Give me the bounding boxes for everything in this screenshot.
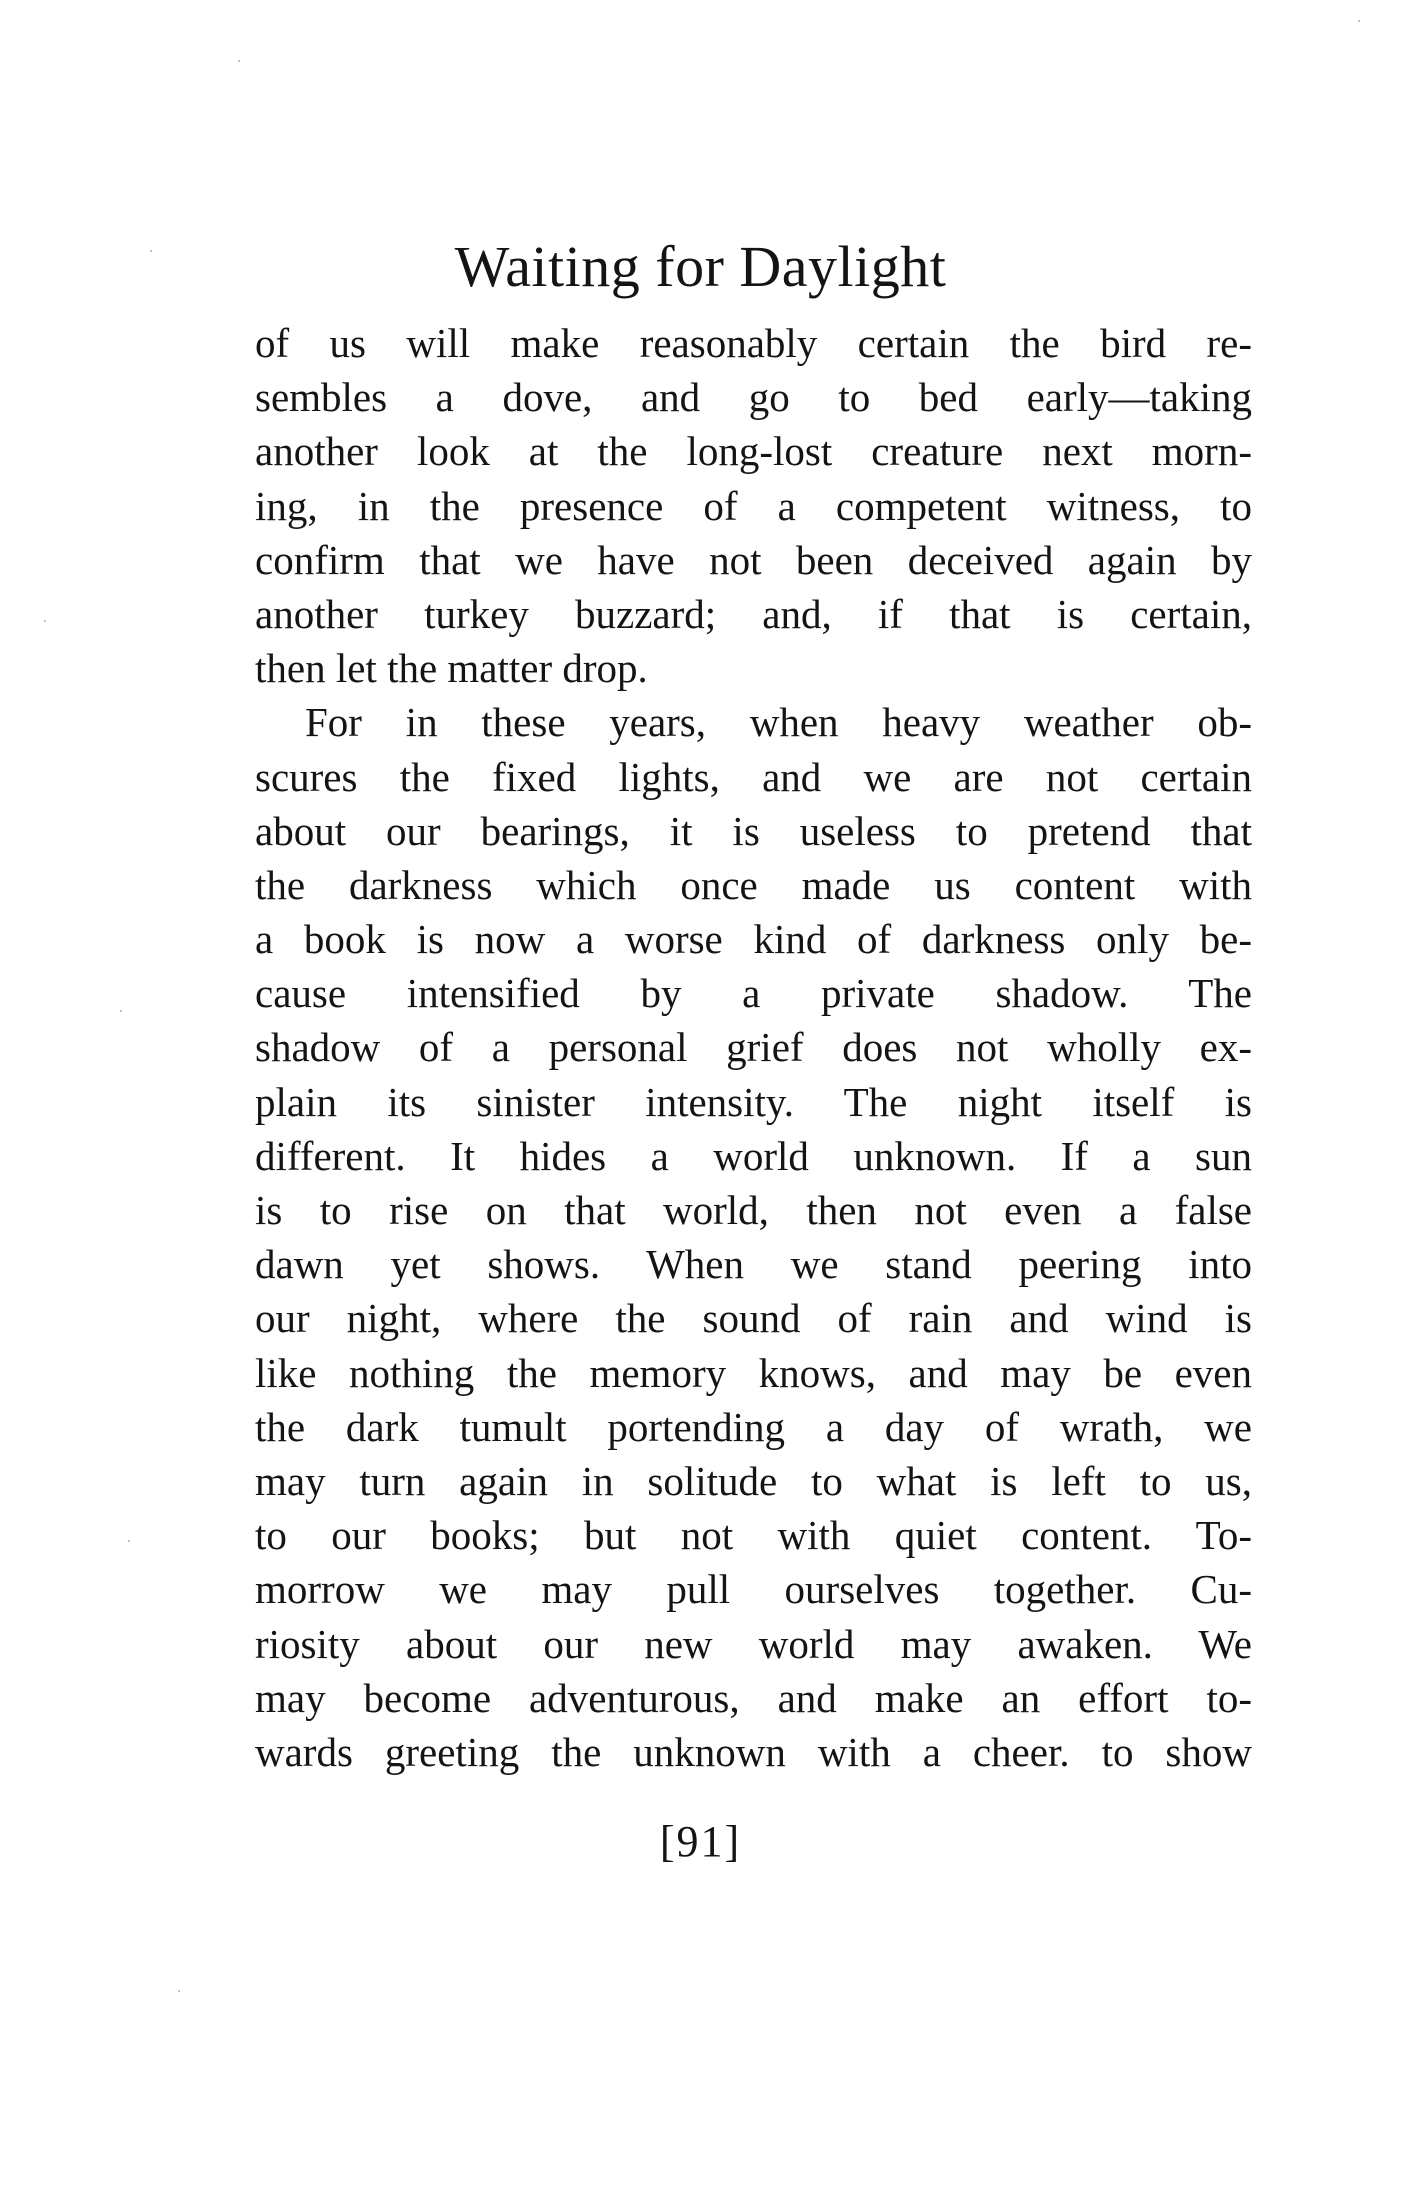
body-text — [255, 316, 1252, 1779]
text-line: the dark tumult portending a day of wrath, we — [255, 1403, 1252, 1450]
text-line: dawn yet shows. When we stand peering into — [255, 1241, 1252, 1288]
text-line: shadow of a personal grief does not wholly ex- — [255, 1024, 1252, 1071]
scan-speck — [238, 60, 240, 62]
paragraph — [255, 695, 1252, 1779]
text-line: may become adventurous, and make an effort to- — [255, 1674, 1252, 1721]
text-line: sembles a dove, and go to bed early—taking — [255, 374, 1252, 421]
text-line: our night, where the sound of rain and wind is — [255, 1295, 1252, 1342]
text-line: the darkness which once made us content with — [255, 861, 1252, 908]
text-line: wards greeting the unknown with a cheer. to show — [255, 1728, 1252, 1775]
text-line: is to rise on that world, then not even a false — [255, 1187, 1252, 1233]
text-line: then let the matter drop. — [255, 645, 648, 692]
scan-speck — [150, 250, 152, 252]
text-line: plain its sinister intensity. The night itself is — [255, 1078, 1252, 1125]
text-line: to our books; but not with quiet content. To- — [255, 1512, 1252, 1559]
text-line: of us will make reasonably certain the bird re- — [255, 320, 1252, 366]
scan-speck — [1358, 20, 1360, 22]
scan-speck — [44, 620, 46, 622]
text-line: another turkey buzzard; and, if that is certain, — [255, 590, 1252, 637]
text-line: ing, in the presence of a competent witness, to — [255, 482, 1252, 529]
text-line: a book is now a worse kind of darkness only be- — [255, 916, 1252, 963]
scan-speck — [178, 1990, 180, 1992]
text-line: confirm that we have not been deceived again by — [255, 536, 1252, 583]
text-line: about our bearings, it is useless to pretend that — [255, 807, 1252, 854]
text-line: morrow we may pull ourselves together. Cu- — [255, 1566, 1252, 1613]
text-line: For in these years, when heavy weather ob- — [305, 699, 1252, 746]
text-line: different. It hides a world unknown. If a sun — [255, 1132, 1252, 1179]
text-line: may turn again in solitude to what is left to us, — [255, 1457, 1252, 1504]
scan-speck — [128, 1540, 130, 1542]
scan-speck — [120, 1010, 122, 1012]
text-line: like nothing the memory knows, and may be even — [255, 1349, 1252, 1396]
text-line: riosity about our new world may awaken. We — [255, 1620, 1252, 1667]
text-line: cause intensified by a private shadow. The — [255, 970, 1252, 1017]
text-line: scures the fixed lights, and we are not certain — [255, 753, 1252, 800]
text-line: another look at the long-lost creature next morn- — [255, 428, 1252, 475]
page-number: [91] — [659, 1817, 742, 1866]
paragraph — [255, 316, 1252, 695]
running-head: Waiting for Daylight — [454, 234, 947, 299]
